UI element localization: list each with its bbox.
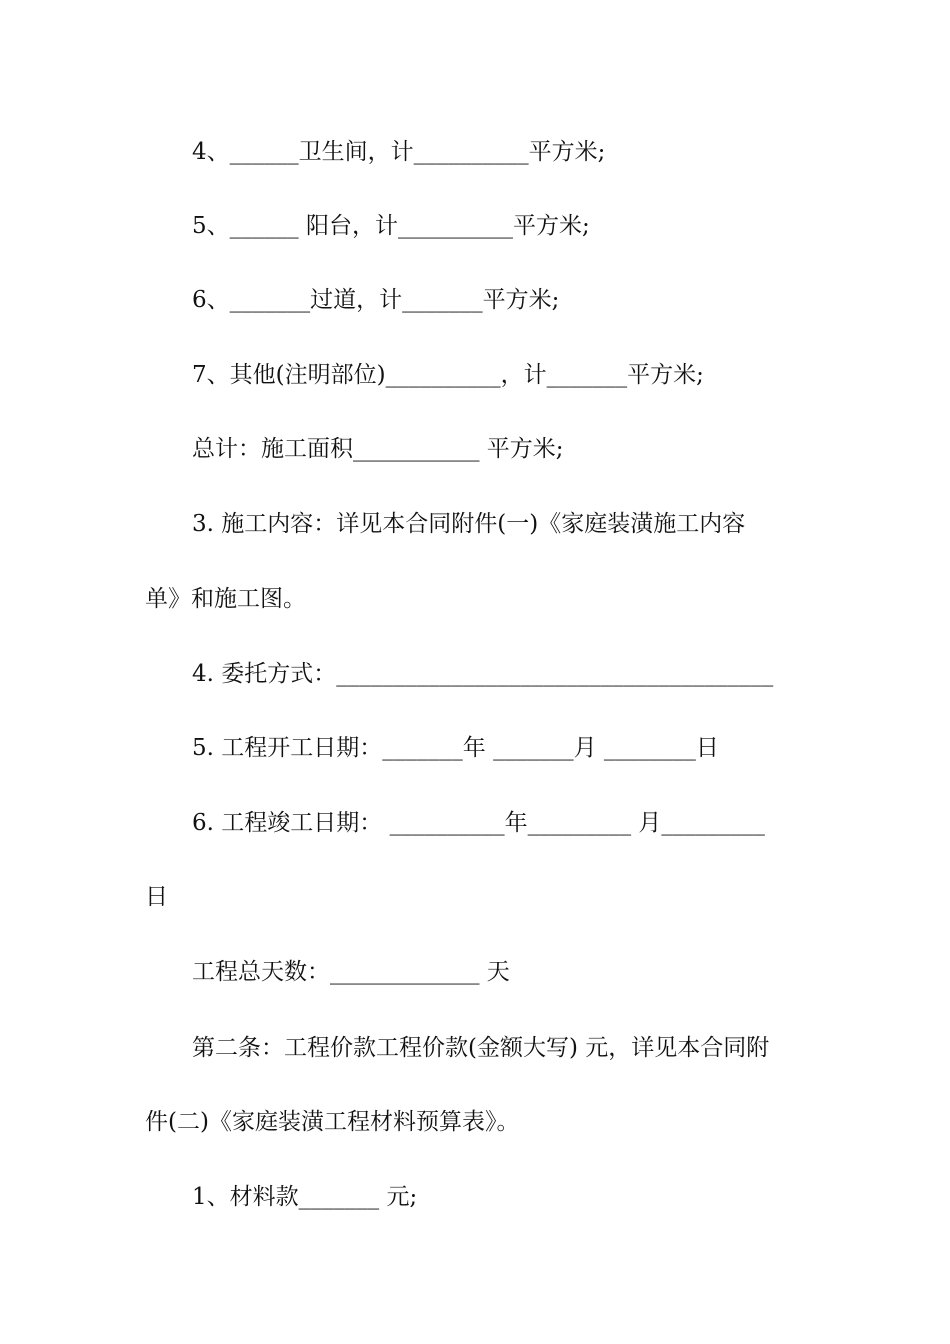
area-balcony-line: 5、______ 阳台，计__________平方米; <box>192 213 590 239</box>
area-corridor-line: 6、_______过道，计_______平方米; <box>192 287 560 313</box>
construction-content-line: 3. 施工内容：详见本合同附件(一)《家庭装潢施工内容 <box>192 511 746 537</box>
completion-date-continued: 日 <box>145 884 168 910</box>
total-area-line: 总计：施工面积___________ 平方米; <box>192 436 564 462</box>
area-bathroom-line: 4、______卫生间，计__________平方米; <box>192 139 606 165</box>
total-days-line: 工程总天数：_____________ 天 <box>192 959 510 985</box>
completion-date-line: 6. 工程竣工日期： __________年_________ 月_________ <box>192 810 765 836</box>
construction-content-continued: 单》和施工图。 <box>145 586 306 612</box>
commission-method-line: 4. 委托方式：______________________________________ <box>192 661 774 687</box>
article-two-line: 第二条：工程价款工程价款(金额大写) 元，详见本合同附 <box>192 1035 770 1061</box>
area-other-line: 7、其他(注明部位)__________，计_______平方米; <box>192 362 704 388</box>
material-cost-line: 1、材料款_______ 元; <box>192 1184 418 1210</box>
start-date-line: 5. 工程开工日期：_______年 _______月 ________日 <box>192 735 719 761</box>
article-two-continued: 件(二)《家庭装潢工程材料预算表》。 <box>145 1109 520 1135</box>
